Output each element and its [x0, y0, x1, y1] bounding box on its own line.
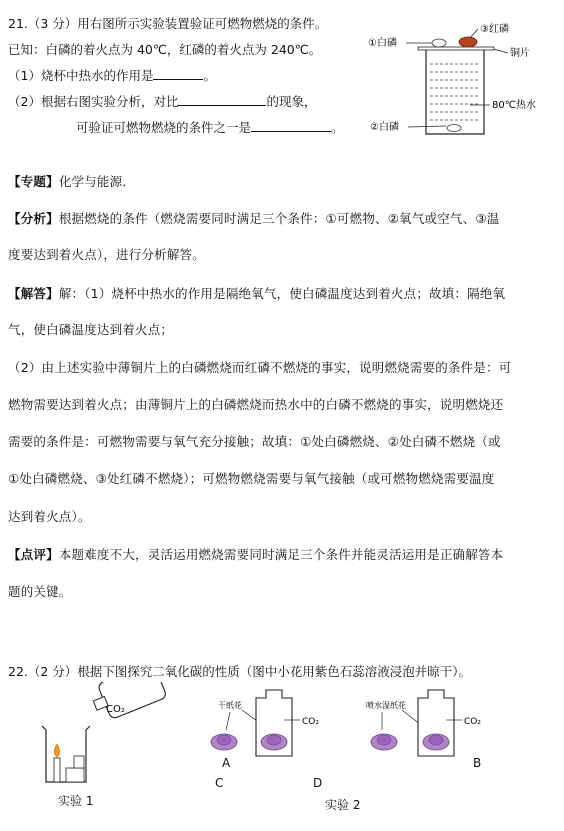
q21-subquestion-2-cont: [76, 118, 344, 136]
q21-subquestion-2: [8, 92, 316, 110]
hot-water: [430, 64, 480, 120]
topic-tag: 【专题】: [8, 174, 59, 189]
label-d: D: [313, 776, 323, 790]
solution-comment-line2: 题的关键。: [8, 584, 72, 599]
answer-tag: 【解答】: [8, 286, 59, 301]
jar-1-co2-label: CO₂: [302, 717, 319, 727]
solution-answer-line6: ①处白磷燃烧、③处红磷不燃烧）；可燃物燃烧需要与氧气接触（或可燃物燃烧需要温度: [8, 471, 495, 486]
q21-sub2b-text: 可验证可燃物燃烧的条件之一是: [76, 120, 252, 135]
flower-c: [261, 734, 287, 750]
topic-text: 化学与能源．: [58, 174, 136, 189]
white-phosphorus-in-water: [447, 125, 461, 132]
copper-sheet: [418, 47, 494, 50]
comment-tag: 【点评】: [8, 547, 59, 562]
analysis-tag: 【分析】: [8, 211, 59, 226]
co2-bottle: [88, 682, 167, 723]
flower-b: [371, 734, 397, 750]
exp1-co2-label: CO₂: [106, 704, 125, 715]
exp2-diagram: [196, 682, 536, 772]
comment-text-1: 本题难度不大，灵活运用燃烧需要同时满足三个条件并能灵活运用是正确解答本: [58, 547, 504, 562]
white-phosphorus-on-sheet: [432, 39, 446, 47]
red-phosphorus-on-sheet: [459, 37, 477, 47]
solution-analysis-line1: [8, 209, 499, 227]
q21-known-condition: 已知：白磷的着火点为 40℃，红磷的着火点为 240℃。: [8, 42, 322, 57]
label-hot-water: 80℃热水: [492, 100, 536, 111]
q21-answer-blank-1[interactable]: [153, 67, 203, 80]
exp2-caption: 实验 2: [325, 798, 361, 812]
exp1-candle: [54, 758, 60, 782]
solution-comment-line1: [8, 545, 503, 563]
q21-answer-blank-2[interactable]: [178, 93, 266, 106]
solution-analysis-line2: 度要达到着火点），进行分析解答。: [8, 247, 205, 262]
q21-sub2-text: （2）根据右图实验分析，对比: [8, 94, 179, 109]
q22-stem: 22.（2 分）根据下图探究二氧化碳的性质（图中小花用紫色石蕊溶液浸泡并晾干）。: [8, 664, 472, 679]
q21-subquestion-1: [8, 66, 216, 84]
solution-answer-line4: 燃物需要达到着火点；由薄铜片上的白磷燃烧而热水中的白磷不燃烧的事实，说明燃烧还: [8, 397, 504, 412]
q21-sub1-text: （1）烧杯中热水的作用是: [8, 68, 154, 83]
flower-a: [211, 734, 237, 750]
q21-stem-line1: 21.（3 分）用右图所示实验装置验证可燃物燃烧的条件。: [8, 16, 328, 31]
label-c: C: [215, 776, 224, 790]
analysis-text-1: 根据燃烧的条件（燃烧需要同时满足三个条件：①可燃物、②氧气或空气、③温: [58, 211, 500, 226]
q21-sub2-end: 的现象，: [266, 94, 317, 109]
q21-sub2b-end: 。: [331, 120, 344, 135]
exp1-flame: [54, 744, 59, 757]
label-a: A: [222, 756, 231, 770]
solution-answer-line7: 达到着火点）。: [8, 509, 91, 524]
label-b: B: [473, 756, 482, 770]
solution-answer-line3: （2）由上述实验中薄铜片上的白磷燃烧而红磷不燃烧的事实，说明燃烧需要的条件是：可: [8, 360, 512, 375]
jar-2-co2-label: CO₂: [464, 717, 481, 727]
wet-flower-label: 喷水湿纸花: [366, 701, 406, 710]
q21-answer-blank-3[interactable]: [251, 119, 331, 132]
solution-answer-line1: [8, 284, 505, 302]
exp1-diagram: [30, 682, 170, 792]
solution-answer-line5: 需要的条件是：可燃物需要与氧气充分接触；故填：①处白磷燃烧、②处白磷不燃烧（或: [8, 434, 501, 449]
label-copper-sheet: 铜片: [510, 48, 530, 59]
q21-sub1-end: 。: [203, 68, 216, 83]
dry-flower-label: 干纸花: [218, 701, 242, 710]
answer-text-1: 解：（1）烧杯中热水的作用是隔绝氧气，使白磷温度达到着火点；故填：隔绝氧: [58, 286, 506, 301]
label-red-phosphorus: ③红磷: [480, 24, 509, 35]
label-white-phosphorus-2: ②白磷: [370, 122, 399, 133]
flower-d: [423, 734, 449, 750]
solution-topic: [8, 172, 135, 190]
exp1-caption: 实验 1: [58, 794, 94, 808]
q21-beaker-diagram: [360, 22, 560, 140]
label-white-phosphorus-1: ①白磷: [368, 38, 397, 49]
solution-answer-line2: 气，使白磷温度达到着火点；: [8, 322, 174, 337]
